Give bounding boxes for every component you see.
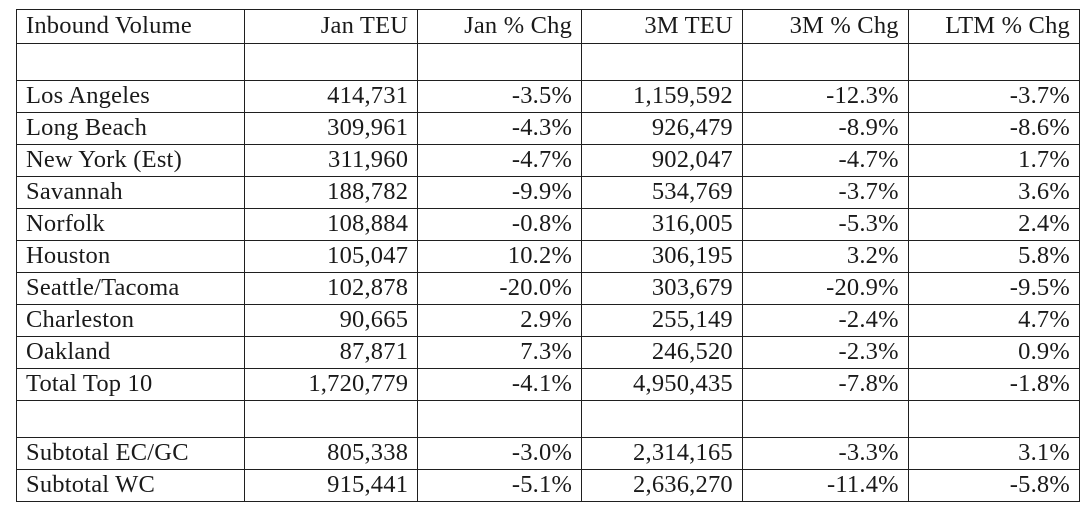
header-row: [17, 10, 1080, 44]
empty-cell: [908, 401, 1079, 438]
ltm-pct-chg-cell: -8.6%: [908, 113, 1079, 145]
header-cell-3m-teu: 3M TEU: [582, 10, 743, 44]
subtotal-label-cell: Subtotal WC: [17, 470, 245, 502]
port-name-cell: Seattle/Tacoma: [17, 273, 245, 305]
spacer-row: [17, 44, 1080, 81]
ltm-pct-chg-cell: 1.7%: [908, 145, 1079, 177]
empty-cell: [17, 401, 245, 438]
jan-pct-chg-cell: -3.0%: [418, 438, 582, 470]
3m-pct-chg-cell: -20.9%: [742, 273, 908, 305]
empty-cell: [418, 401, 582, 438]
table-row: [17, 241, 1080, 273]
3m-teu-cell: 4,950,435: [582, 369, 743, 401]
3m-pct-chg-cell: -2.4%: [742, 305, 908, 337]
jan-teu-cell: 805,338: [244, 438, 417, 470]
jan-pct-chg-cell: -4.1%: [418, 369, 582, 401]
ltm-pct-chg-cell: 0.9%: [908, 337, 1079, 369]
inbound-volume-table: [16, 9, 1080, 502]
subtotal-row: [17, 438, 1080, 470]
port-name-cell: Los Angeles: [17, 81, 245, 113]
header-cell-jan-pct-chg: Jan % Chg: [418, 10, 582, 44]
port-name-cell: Norfolk: [17, 209, 245, 241]
3m-teu-cell: 902,047: [582, 145, 743, 177]
empty-cell: [418, 44, 582, 81]
3m-pct-chg-cell: -11.4%: [742, 470, 908, 502]
jan-teu-cell: 915,441: [244, 470, 417, 502]
port-name-cell: Oakland: [17, 337, 245, 369]
3m-teu-cell: 534,769: [582, 177, 743, 209]
ltm-pct-chg-cell: 2.4%: [908, 209, 1079, 241]
3m-teu-cell: 306,195: [582, 241, 743, 273]
jan-pct-chg-cell: 7.3%: [418, 337, 582, 369]
header-cell-jan-teu: Jan TEU: [244, 10, 417, 44]
header-cell-ltm-pct-chg: LTM % Chg: [908, 10, 1079, 44]
3m-pct-chg-cell: -5.3%: [742, 209, 908, 241]
jan-teu-cell: 102,878: [244, 273, 417, 305]
empty-cell: [244, 44, 417, 81]
ltm-pct-chg-cell: 5.8%: [908, 241, 1079, 273]
jan-pct-chg-cell: 10.2%: [418, 241, 582, 273]
empty-cell: [582, 401, 743, 438]
empty-cell: [244, 401, 417, 438]
inbound-volume-table-container: [16, 9, 1080, 502]
ltm-pct-chg-cell: 3.6%: [908, 177, 1079, 209]
empty-cell: [17, 44, 245, 81]
3m-teu-cell: 2,636,270: [582, 470, 743, 502]
spacer-row: [17, 401, 1080, 438]
table-row: [17, 337, 1080, 369]
3m-pct-chg-cell: -3.7%: [742, 177, 908, 209]
port-name-cell: Savannah: [17, 177, 245, 209]
3m-pct-chg-cell: -2.3%: [742, 337, 908, 369]
subtotal-row: [17, 470, 1080, 502]
jan-pct-chg-cell: -0.8%: [418, 209, 582, 241]
3m-teu-cell: 316,005: [582, 209, 743, 241]
jan-teu-cell: 87,871: [244, 337, 417, 369]
jan-pct-chg-cell: -4.7%: [418, 145, 582, 177]
jan-teu-cell: 414,731: [244, 81, 417, 113]
jan-pct-chg-cell: 2.9%: [418, 305, 582, 337]
table-row: [17, 273, 1080, 305]
jan-teu-cell: 309,961: [244, 113, 417, 145]
empty-cell: [742, 401, 908, 438]
table-row: [17, 305, 1080, 337]
3m-pct-chg-cell: -12.3%: [742, 81, 908, 113]
subtotal-label-cell: Subtotal EC/GC: [17, 438, 245, 470]
jan-pct-chg-cell: -3.5%: [418, 81, 582, 113]
3m-pct-chg-cell: -4.7%: [742, 145, 908, 177]
port-name-cell: Long Beach: [17, 113, 245, 145]
header-cell-3m-pct-chg: 3M % Chg: [742, 10, 908, 44]
empty-cell: [908, 44, 1079, 81]
table-row: [17, 177, 1080, 209]
3m-teu-cell: 2,314,165: [582, 438, 743, 470]
table-row: [17, 81, 1080, 113]
3m-teu-cell: 255,149: [582, 305, 743, 337]
jan-pct-chg-cell: -9.9%: [418, 177, 582, 209]
empty-cell: [582, 44, 743, 81]
ltm-pct-chg-cell: -1.8%: [908, 369, 1079, 401]
table-row: [17, 113, 1080, 145]
ltm-pct-chg-cell: -9.5%: [908, 273, 1079, 305]
3m-teu-cell: 926,479: [582, 113, 743, 145]
jan-teu-cell: 108,884: [244, 209, 417, 241]
total-row: [17, 369, 1080, 401]
3m-pct-chg-cell: 3.2%: [742, 241, 908, 273]
jan-teu-cell: 90,665: [244, 305, 417, 337]
jan-pct-chg-cell: -20.0%: [418, 273, 582, 305]
ltm-pct-chg-cell: 3.1%: [908, 438, 1079, 470]
ltm-pct-chg-cell: -3.7%: [908, 81, 1079, 113]
port-name-cell: New York (Est): [17, 145, 245, 177]
empty-cell: [742, 44, 908, 81]
ltm-pct-chg-cell: 4.7%: [908, 305, 1079, 337]
jan-pct-chg-cell: -4.3%: [418, 113, 582, 145]
table-row: [17, 145, 1080, 177]
jan-teu-cell: 188,782: [244, 177, 417, 209]
header-cell-inbound-volume: Inbound Volume: [17, 10, 245, 44]
3m-teu-cell: 246,520: [582, 337, 743, 369]
3m-pct-chg-cell: -7.8%: [742, 369, 908, 401]
jan-teu-cell: 311,960: [244, 145, 417, 177]
3m-pct-chg-cell: -3.3%: [742, 438, 908, 470]
table-row: [17, 209, 1080, 241]
jan-pct-chg-cell: -5.1%: [418, 470, 582, 502]
port-name-cell: Houston: [17, 241, 245, 273]
jan-teu-cell: 105,047: [244, 241, 417, 273]
3m-pct-chg-cell: -8.9%: [742, 113, 908, 145]
jan-teu-cell: 1,720,779: [244, 369, 417, 401]
ltm-pct-chg-cell: -5.8%: [908, 470, 1079, 502]
3m-teu-cell: 1,159,592: [582, 81, 743, 113]
3m-teu-cell: 303,679: [582, 273, 743, 305]
port-name-cell: Charleston: [17, 305, 245, 337]
total-label-cell: Total Top 10: [17, 369, 245, 401]
